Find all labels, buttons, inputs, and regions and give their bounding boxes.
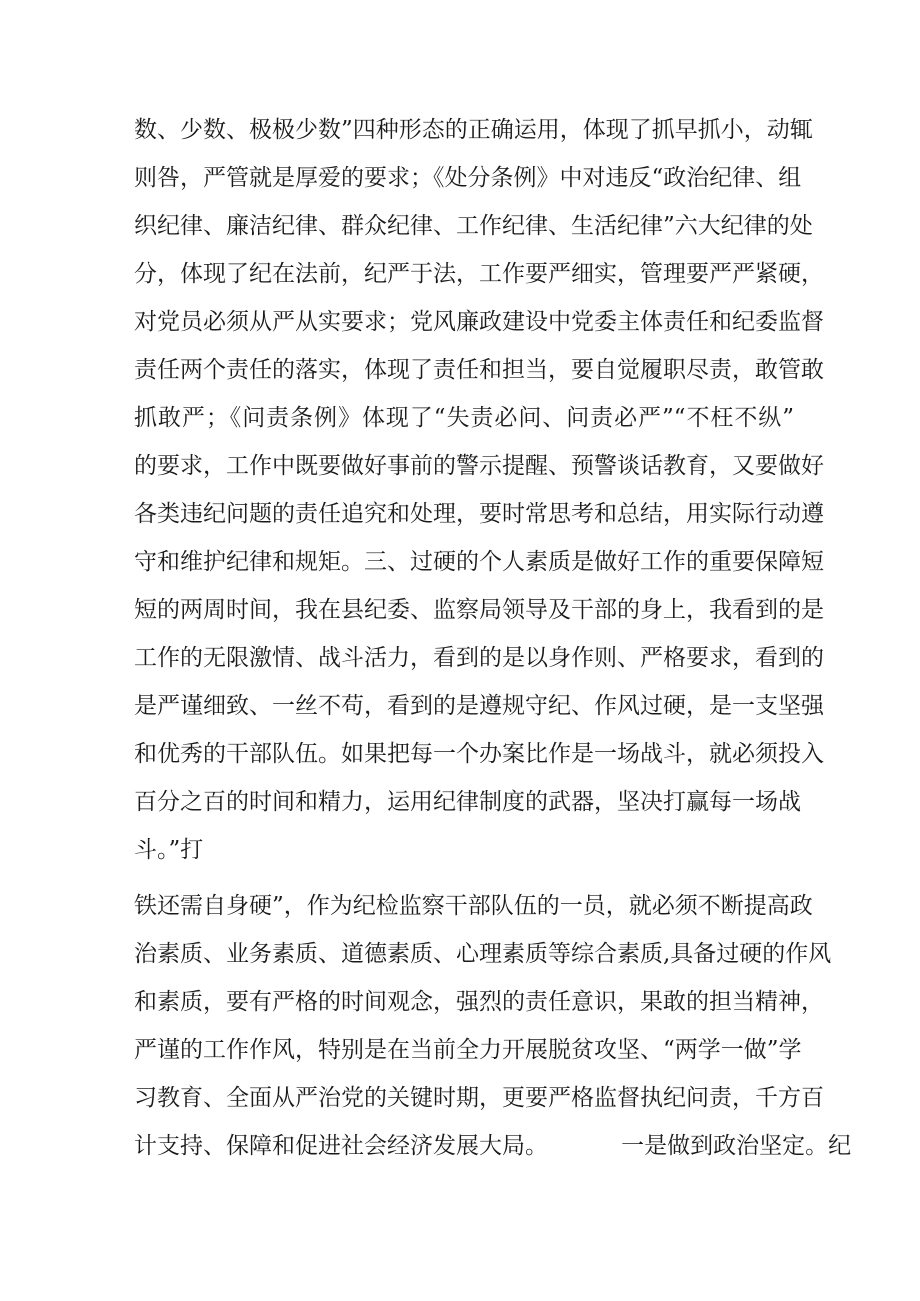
text-line: 百分之百的时间和精力，运用纪律制度的武器，坚决打赢每一场战 (134, 789, 801, 815)
text-line: 工作的无限激情、战斗活力，看到的是以身作则、严格要求，看到的 (134, 645, 824, 671)
text-line: 则咎，严管就是厚爱的要求；《处分条例》中对违反“政治纪律、组 (134, 165, 802, 191)
text-line: 斗。”打 (134, 837, 204, 863)
text-line: 短的两周时间，我在县纪委、监察局领导及干部的身上，我看到的是 (134, 597, 824, 623)
text-line: 习教育、全面从严治党的关键时期，更要严格监督执纪问责，千方百 (134, 1085, 824, 1111)
text-line: 和优秀的干部队伍。如果把每一个办案比作是一场战斗，就必须投入 (134, 741, 824, 767)
text-line: 责任两个责任的落实，体现了责任和担当，要自觉履职尽责，敢管敢 (134, 357, 824, 383)
text-line: 严谨的工作作风，特别是在当前全力开展脱贫攻坚、“两学一做”学 (134, 1037, 802, 1063)
text-line: 是严谨细致、一丝不苟，看到的是遵规守纪、作风过硬，是一支坚强 (134, 693, 824, 719)
text-line: 和素质，要有严格的时间观念，强烈的责任意识，果敢的担当精神， (134, 989, 824, 1015)
text-line: 分，体现了纪在法前，纪严于法，工作要严细实，管理要严严紧硬， (134, 261, 824, 287)
text-line: 数、少数、极极少数”四种形态的正确运用，体现了抓早抓小，动辄 (134, 117, 813, 143)
text-line: 的要求，工作中既要做好事前的警示提醒、预警谈话教育，又要做好 (134, 453, 824, 479)
text-line: 各类违纪问题的责任追究和处理，要时常思考和总结，用实际行动遵 (134, 501, 824, 527)
text-line: 计支持、保障和促进社会经济发展大局。 一是做到政治坚定。纪 (134, 1133, 852, 1159)
text-line: 守和维护纪律和规矩。三、过硬的个人素质是做好工作的重要保障短 (134, 549, 824, 575)
text-line: 抓敢严；《问责条例》体现了“失责必问、问责必严”“不枉不纵” (134, 405, 794, 431)
text-line: 铁还需自身硬”，作为纪检监察干部队伍的一员，就必须不断提高政 (134, 893, 813, 919)
text-line: 治素质、业务素质、道德素质、心理素质等综合素质,具备过硬的作风 (134, 941, 832, 967)
text-line: 织纪律、廉洁纪律、群众纪律、工作纪律、生活纪律”六大纪律的处 (134, 213, 813, 239)
text-line: 对党员必须从严从实要求；党风廉政建设中党委主体责任和纪委监督 (134, 309, 824, 335)
